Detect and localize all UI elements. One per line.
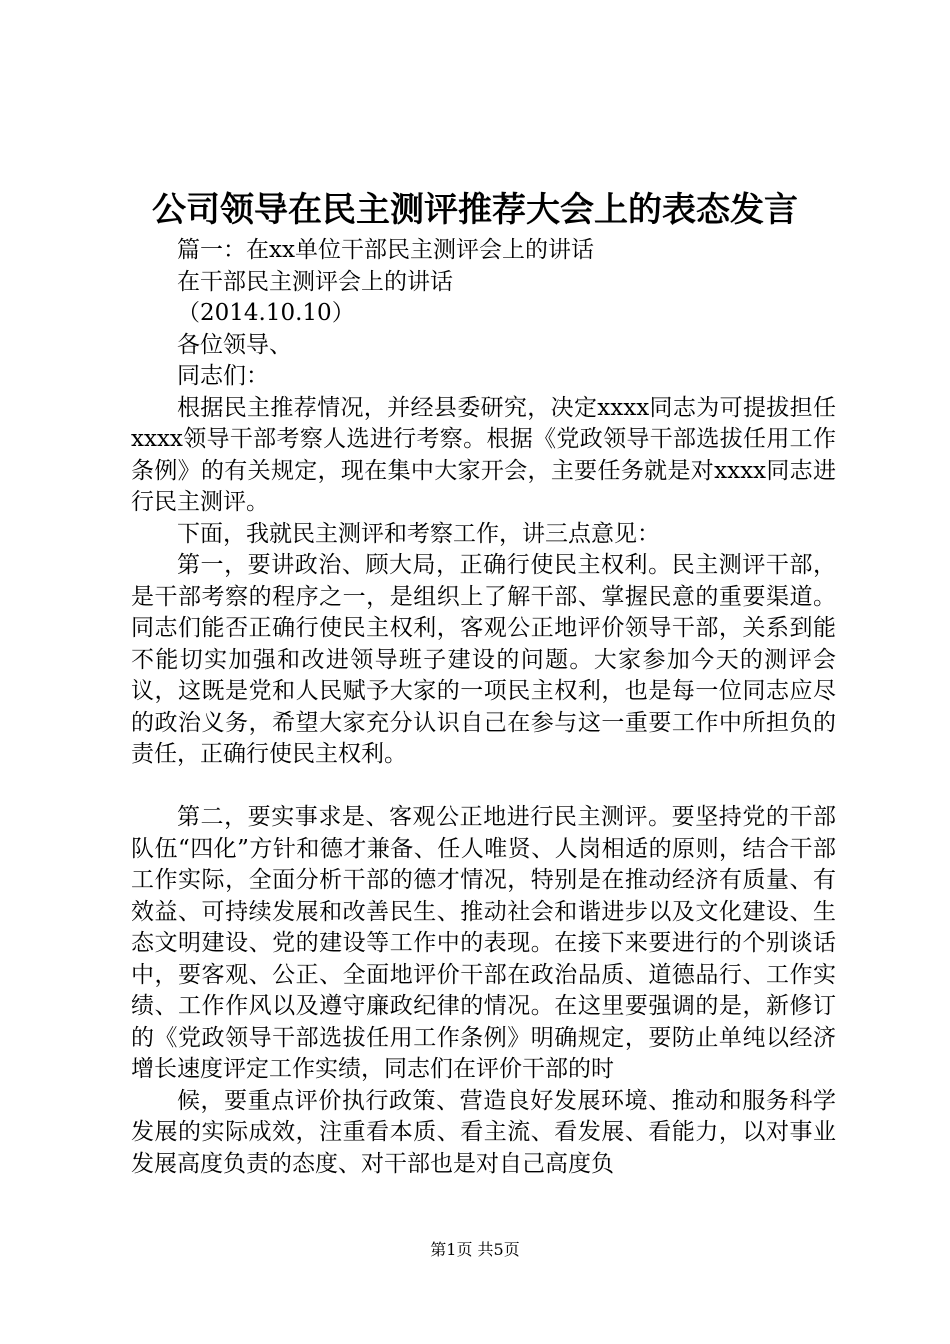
paragraph-greeting-2: 同志们： [177,363,269,389]
document-body [131,235,836,1180]
document-title: 公司领导在民主测评推荐大会上的表态发言 [152,190,798,230]
paragraph-point-1: 第一，要讲政治、顾大局，正确行使民主权利。民主测评干部，是干部考察的程序之一，是组织上了解干部、掌握民意的重要渠道。同志们能否正确行使民主权利，客观公正地评价领导干部，关系到能不能切实加强和改进领导班子建设的问题。大家参加今天的测评会议，这既是党和人民赋予大家的一项民主权利，也是每一位同志应尽的政治义务，希望大家充分认识自己在参与这一重要工作中所担负的责任，正确行使民主权利。 [131,552,836,767]
paragraph-greeting-1: 各位领导、 [177,331,292,358]
paragraph-intro: 根据民主推荐情况，并经县委研究，决定xxxx同志为可提拔担任xxxx领导干部考察人选进行考察。根据《党政领导干部选拔任用工作条例》的有关规定，现在集中大家开会，主要任务就是对xxxx同志进行民主测评。 [131,394,836,515]
paragraph-heading: 篇一：在xx单位干部民主测评会上的讲话 [177,237,594,263]
paragraph-outline: 下面，我就民主测评和考察工作，讲三点意见： [177,520,660,547]
page-footer: 第1页 共5页 [430,1240,520,1259]
paragraph-date: （2014.10.10） [177,300,355,326]
paragraph-subtitle: 在干部民主测评会上的讲话 [177,268,453,295]
paragraph-point-2: 第二，要实事求是、客观公正地进行民主测评。要坚持党的干部队伍“四化”方针和德才兼备、任人唯贤、人岗相适的原则，结合干部工作实际，全面分析干部的德才情况，特别是在推动经济有质量、有效益、可持续发展和改善民生、推动社会和谐进步以及文化建设、生态文明建设、党的建设等工作中的表现。在接下来要进行的个别谈话中，要客观、公正、全面地评价干部在政治品质、道德品行、工作实绩、工作作风以及遵守廉政纪律的情况。在这里要强调的是，新修订的《党政领导干部选拔任用工作条例》明确规定，要防止单纯以经济增长速度评定工作实绩，同志们在评价干部的时 [131,804,836,1082]
paragraph-continuation: 候，要重点评价执行政策、营造良好发展环境、推动和服务科学发展的实际成效，注重看本质、看主流、看发展、看能力，以对事业发展高度负责的态度、对干部也是对自己高度负 [131,1087,836,1177]
